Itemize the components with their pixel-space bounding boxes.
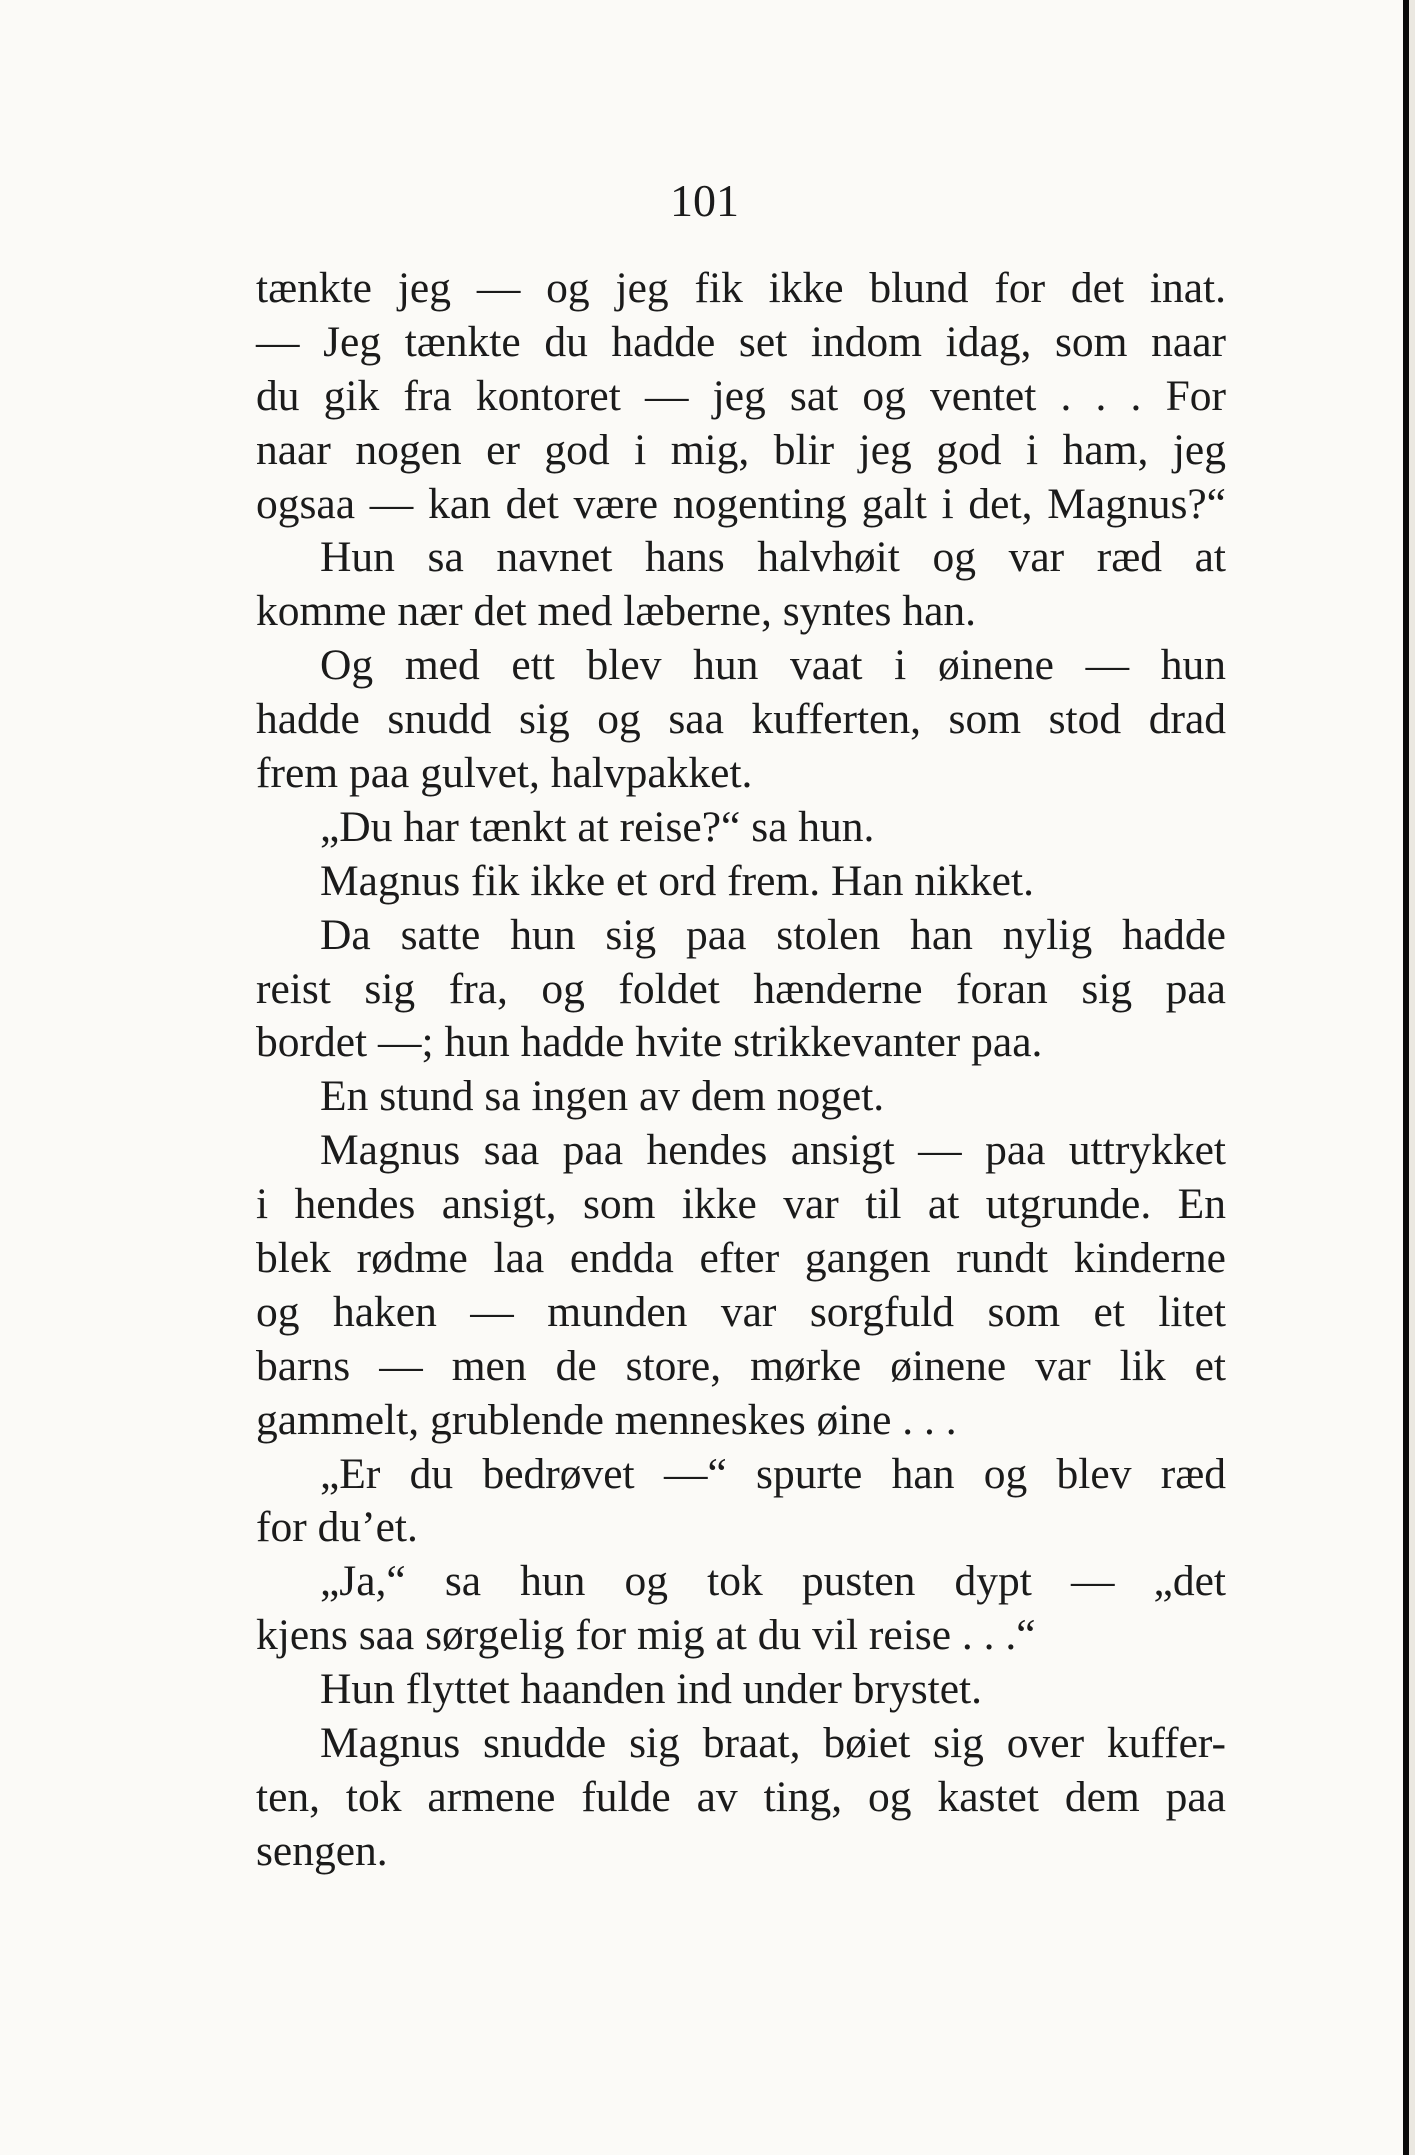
text-line: blek rødme laa endda efter gangen rundt kinderne [256,1234,1226,1283]
text-line: reist sig fra, og foldet hænderne foran sig paa [256,964,1226,1013]
text-line: kjens saa sørgelig for mig at du vil reise . . .“ [256,1611,1036,1660]
text-line: ogsaa — kan det være nogenting galt i det, Magnus?“ [256,479,1226,528]
text-line: tænkte jeg — og jeg fik ikke blund for det inat. [256,264,1226,312]
text-line: Magnus snudde sig braat, bøiet sig over kuffer- [320,1719,1226,1768]
text-line: „Ja,“ sa hun og tok pusten dypt — „det [320,1557,1226,1606]
text-line: Og med ett blev hun vaat i øinene — hun [320,641,1226,690]
text-line: Magnus saa paa hendes ansigt — paa uttrykket [320,1126,1226,1175]
text-line: gammelt, grublende menneskes øine . . . [256,1395,957,1444]
text-line: — Jeg tænkte du hadde set indom idag, som naar [256,317,1226,366]
text-line: for du’et. [256,1503,418,1552]
text-line: naar nogen er god i mig, blir jeg god i ham, jeg [256,425,1226,474]
text-line: „Er du bedrøvet —“ spurte han og blev ræd [320,1449,1226,1498]
text-line: En stund sa ingen av dem noget. [320,1072,885,1121]
body-text [256,262,1226,1879]
text-line: sengen. [256,1826,388,1875]
text-line: i hendes ansigt, som ikke var til at utgrunde. En [256,1180,1226,1229]
text-line: bordet —; hun hadde hvite strikkevanter paa. [256,1018,1043,1067]
text-line: Da satte hun sig paa stolen han nylig hadde [320,910,1226,959]
text-line: „Du har tænkt at reise?“ sa hun. [320,802,875,851]
text-line: barns — men de store, mørke øinene var lik et [256,1341,1226,1390]
text-line: hadde snudd sig og saa kufferten, som stod drad [256,695,1226,744]
page-number: 101 [670,175,739,226]
text-line: du gik fra kontoret — jeg sat og ventet . . . For [256,371,1226,420]
text-line: ten, tok armene fulde av ting, og kastet dem paa [256,1772,1226,1821]
text-line: komme nær det med læberne, syntes han. [256,587,977,636]
text-line: frem paa gulvet, halvpakket. [256,749,753,798]
text-line: Magnus fik ikke et ord frem. Han nikket. [320,856,1034,905]
text-line: Hun sa navnet hans halvhøit og var ræd at [320,533,1226,582]
text-line: Hun flyttet haanden ind under brystet. [320,1665,982,1714]
text-line: og haken — munden var sorgfuld som et litet [256,1287,1226,1336]
